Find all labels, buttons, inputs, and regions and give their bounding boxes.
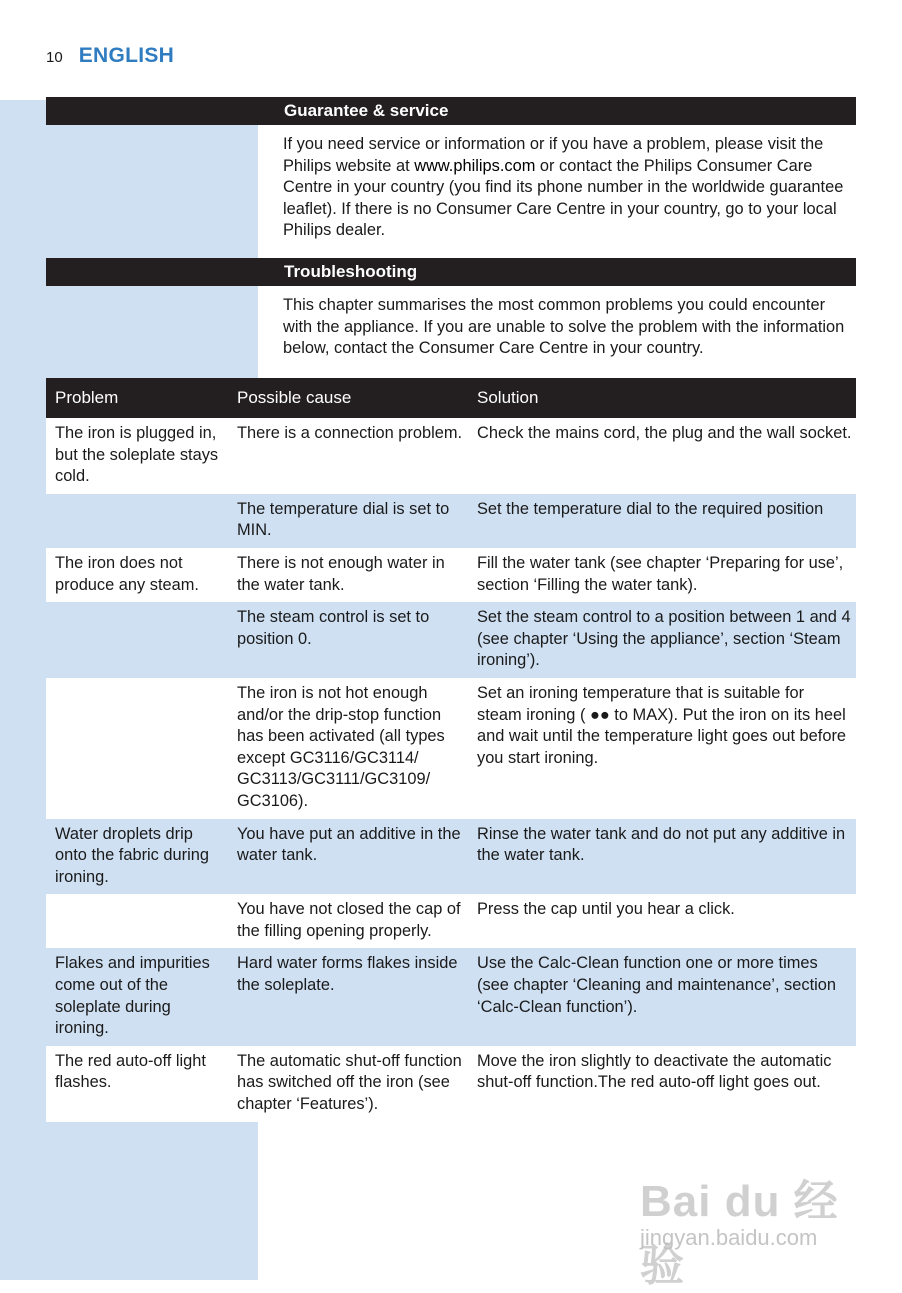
problem-cell — [46, 602, 228, 678]
header-cause: Possible cause — [228, 378, 468, 418]
cause-cell: There is a connection problem. — [228, 418, 468, 494]
table-header-row — [46, 378, 856, 418]
troubleshooting-section-bar — [46, 258, 856, 286]
guarantee-section-bar — [46, 97, 856, 125]
cause-cell: You have not closed the cap of the filling opening properly. — [228, 894, 468, 948]
table-row — [46, 548, 856, 602]
solution-cell: Press the cap until you hear a click. — [468, 894, 856, 948]
troubleshooting-table — [46, 378, 856, 1122]
solution-cell: Set the steam control to a position between 1 and 4 (see chapter ‘Using the appliance’, section ‘Steam ironing’). — [468, 602, 856, 678]
table-row — [46, 1046, 856, 1122]
table-row — [46, 602, 856, 678]
table-row — [46, 819, 856, 895]
solution-cell: Set an ironing temperature that is suitable for steam ironing ( ●● to MAX). Put the iron on its heel and wait until the temperature light goes out before you start ironing. — [468, 678, 856, 819]
cause-cell: Hard water forms flakes inside the soleplate. — [228, 948, 468, 1045]
problem-cell: The red auto-off light flashes. — [46, 1046, 228, 1122]
page-header — [46, 44, 174, 74]
watermark-logo: Bai du 经验 — [640, 1177, 839, 1290]
problem-cell — [46, 494, 228, 548]
solution-cell: Check the mains cord, the plug and the wall socket. — [468, 418, 856, 494]
table-row — [46, 894, 856, 948]
cause-cell: The temperature dial is set to MIN. — [228, 494, 468, 548]
troubleshooting-title: Troubleshooting — [284, 262, 418, 281]
problem-cell — [46, 678, 228, 819]
solution-cell: Set the temperature dial to the required position — [468, 494, 856, 548]
problem-cell: Flakes and impurities come out of the soleplate during ironing. — [46, 948, 228, 1045]
solution-cell: Use the Calc-Clean function one or more times (see chapter ‘Cleaning and maintenance’, section ‘Calc-Clean function’). — [468, 948, 856, 1045]
solution-cell: Rinse the water tank and do not put any additive in the water tank. — [468, 819, 856, 895]
cause-cell: There is not enough water in the water tank. — [228, 548, 468, 602]
problem-cell: The iron does not produce any steam. — [46, 548, 228, 602]
table-row — [46, 494, 856, 548]
table-row — [46, 678, 856, 819]
language-heading: ENGLISH — [78, 44, 175, 67]
cause-cell: The iron is not hot enough and/or the drip-stop function has been activated (all types except GC3116/GC3114/ GC3113/GC3111/GC3109/ GC3106). — [228, 678, 468, 819]
cause-cell: You have put an additive in the water tank. — [228, 819, 468, 895]
troubleshooting-intro: This chapter summarises the most common problems you could encounter with the appliance. If you are unable to solve the problem with the information below, contact the Consumer Care Centre in your country. — [283, 296, 845, 358]
header-solution: Solution — [468, 378, 856, 418]
solution-cell: Fill the water tank (see chapter ‘Preparing for use’, section ‘Filling the water tank). — [468, 548, 856, 602]
problem-cell: Water droplets drip onto the fabric during ironing. — [46, 819, 228, 895]
header-problem: Problem — [46, 378, 228, 418]
guarantee-title: Guarantee & service — [284, 101, 449, 120]
cause-cell: The steam control is set to position 0. — [228, 602, 468, 678]
baidu-watermark — [640, 1140, 850, 1290]
watermark-url: jingyan.baidu.com — [640, 1225, 818, 1250]
cause-cell: The automatic shut-off function has switched off the iron (see chapter ‘Features’). — [228, 1046, 468, 1122]
philips-website-link[interactable]: www.philips.com — [414, 156, 536, 175]
solution-cell: Move the iron slightly to deactivate the automatic shut-off function.The red auto-off light goes out. — [468, 1046, 856, 1122]
problem-cell: The iron is plugged in, but the soleplate stays cold. — [46, 418, 228, 494]
page-number: 10 — [46, 49, 63, 66]
table-row — [46, 418, 856, 494]
guarantee-paragraph: If you need service or information or if you have a problem, please visit the Philips website at www.philips.com or contact the Philips Consumer Care Centre in your country (you find its phone number in the worldwide guarantee leaflet). If there is no Consumer Care Centre in your country, go to your local Philips dealer. — [283, 135, 844, 240]
problem-cell — [46, 894, 228, 948]
table-row — [46, 948, 856, 1045]
